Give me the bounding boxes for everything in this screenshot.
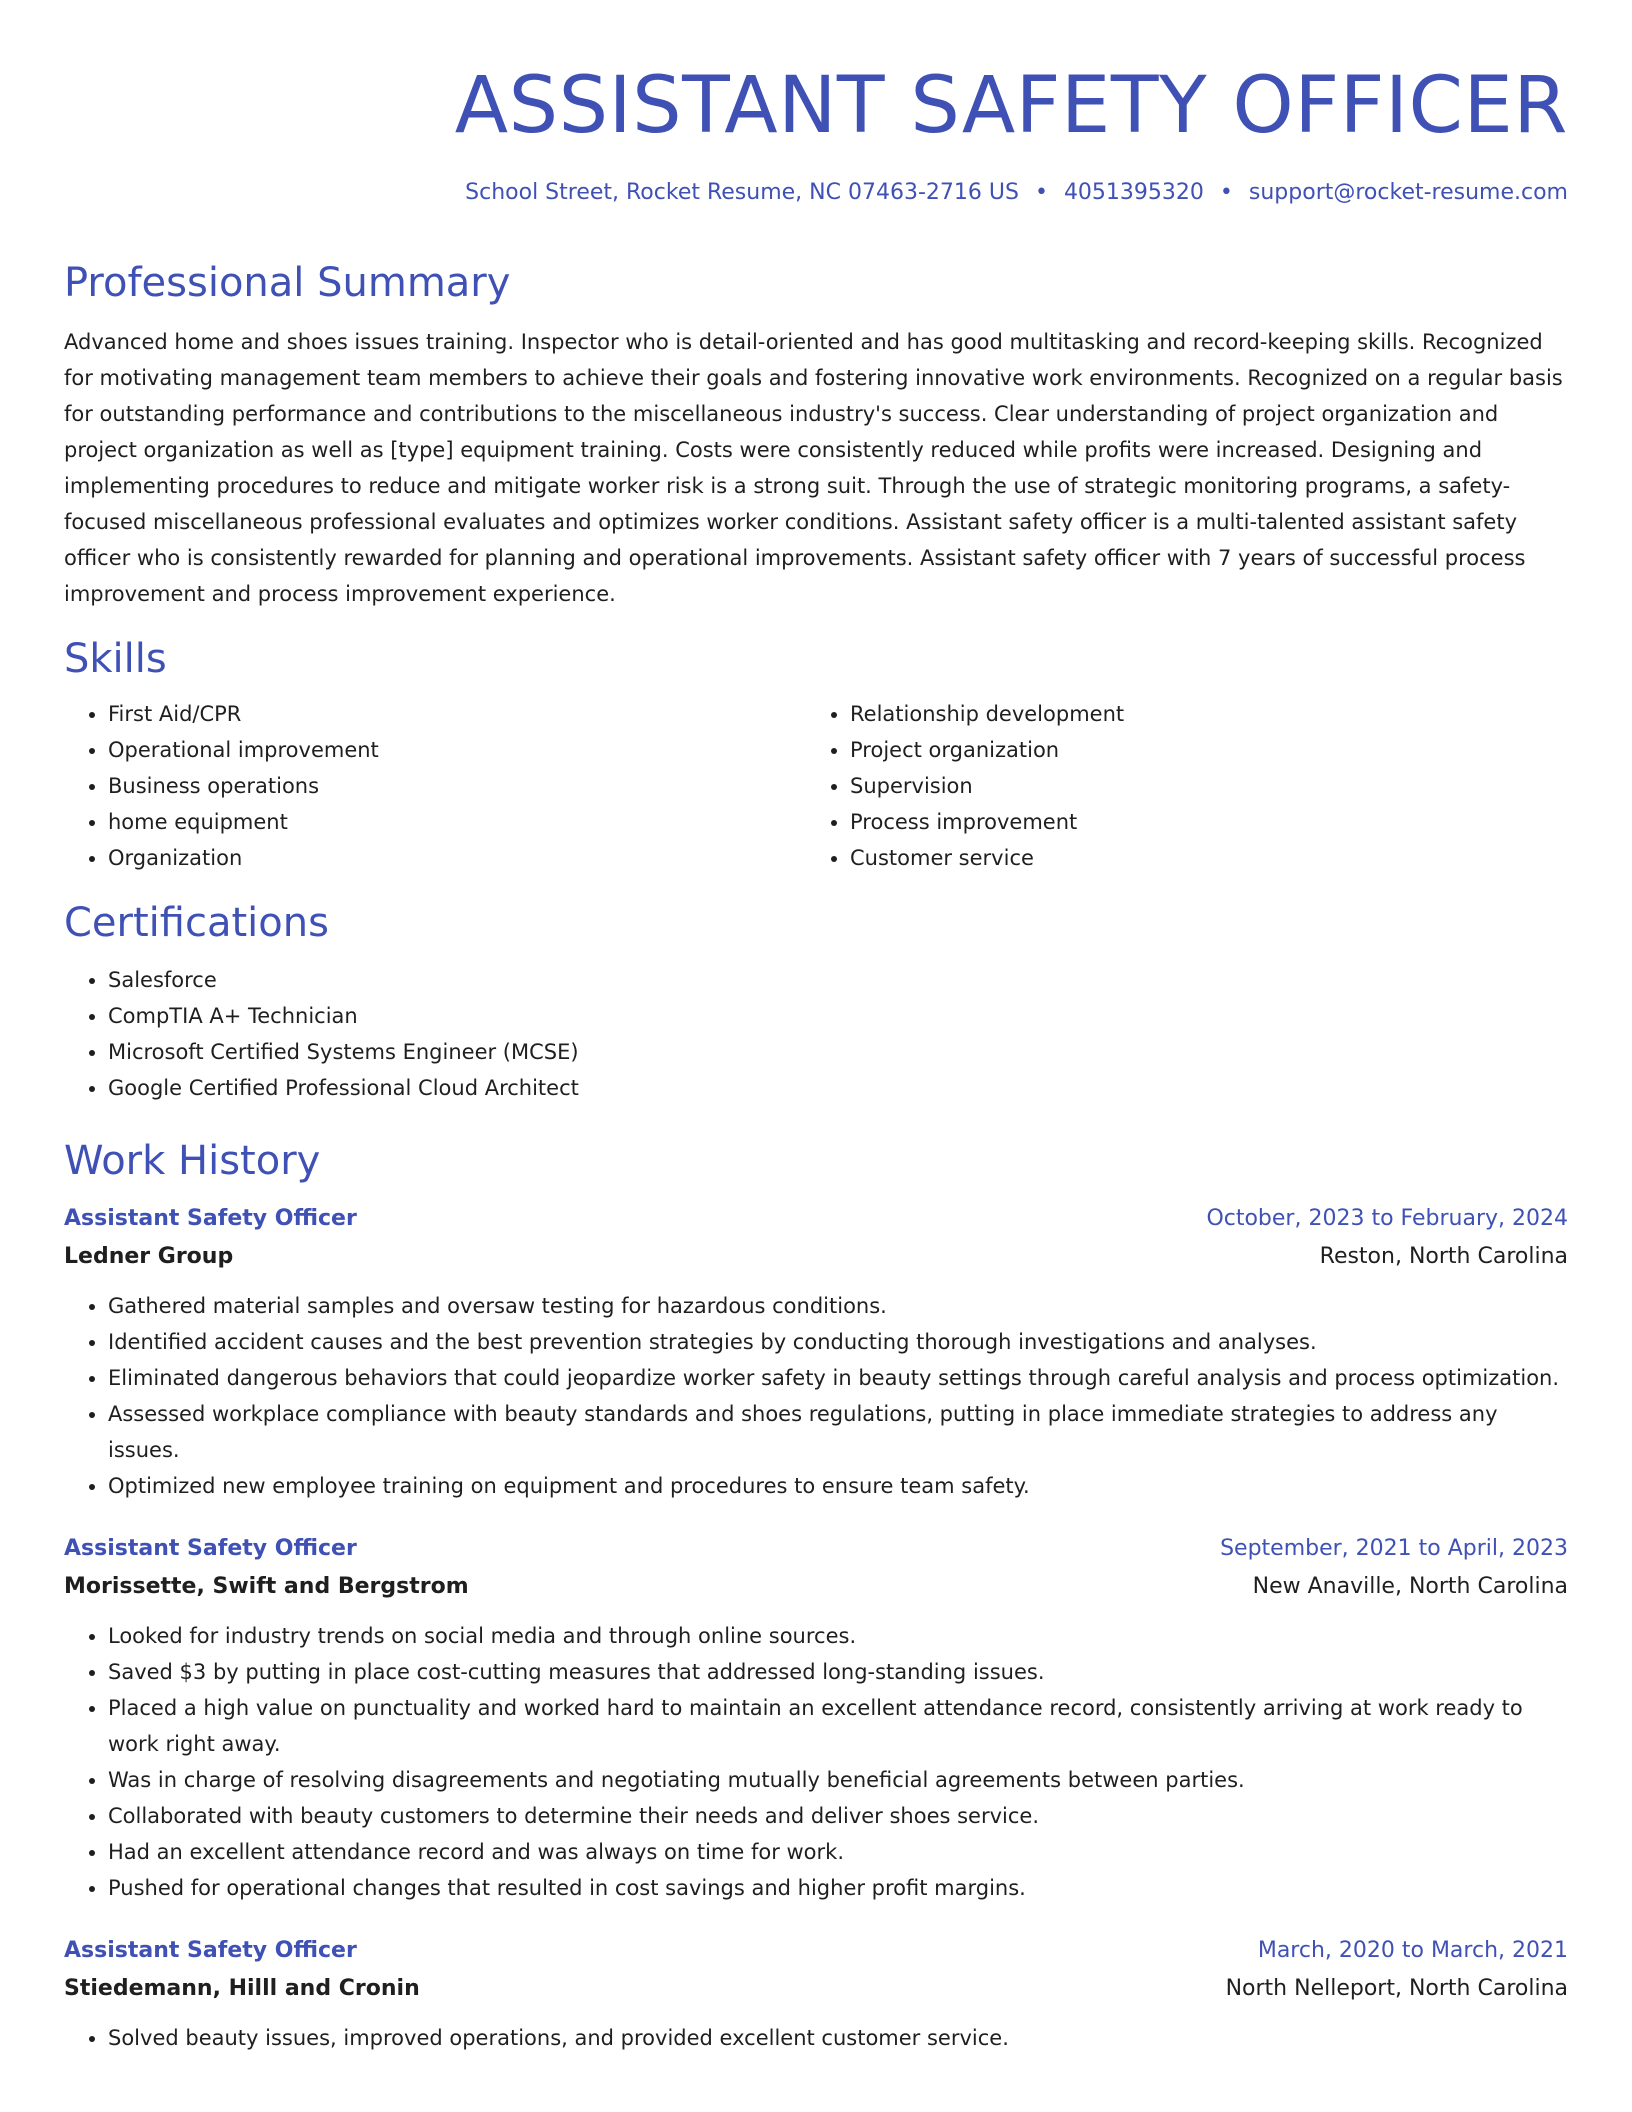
job-location: North Nelleport, North Carolina bbox=[1225, 1976, 1568, 2001]
skill-item: • Process improvement bbox=[850, 804, 1548, 840]
skill-item: • First Aid/CPR bbox=[108, 696, 806, 732]
skills-column-right bbox=[806, 696, 1548, 876]
job-company-row bbox=[64, 1568, 1568, 1606]
contact-line bbox=[64, 176, 1568, 210]
job-header-row bbox=[64, 1530, 1568, 1568]
job-title: Assistant Safety Officer bbox=[64, 1206, 357, 1231]
skill-item: • home equipment bbox=[108, 804, 806, 840]
job-duties bbox=[64, 2020, 1568, 2056]
job-title: Assistant Safety Officer bbox=[64, 1938, 357, 1963]
skill-item: • Organization bbox=[108, 840, 806, 876]
job-duties bbox=[64, 1618, 1568, 1906]
job-duty: • Saved $3 by putting in place cost-cutting measures that addressed long-standing issues. bbox=[108, 1654, 1568, 1690]
certification-item: • Salesforce bbox=[108, 962, 1568, 998]
separator: • bbox=[1034, 180, 1048, 205]
job-company: Morissette, Swift and Bergstrom bbox=[64, 1574, 469, 1599]
job-company: Ledner Group bbox=[64, 1244, 234, 1269]
job-duty: • Pushed for operational changes that resulted in cost savings and higher profit margins. bbox=[108, 1870, 1568, 1906]
job-location: New Anaville, North Carolina bbox=[1252, 1574, 1568, 1599]
job-duty: • Solved beauty issues, improved operations, and provided excellent customer service. bbox=[108, 2020, 1568, 2056]
job-title: Assistant Safety Officer bbox=[64, 1536, 357, 1561]
certification-item: • CompTIA A+ Technician bbox=[108, 998, 1568, 1034]
work-history-section bbox=[64, 1134, 1568, 2056]
job-duty: • Identified accident causes and the best prevention strategies by conducting thorough investigations and analyses. bbox=[108, 1324, 1568, 1360]
job-duty: • Looked for industry trends on social media and through online sources. bbox=[108, 1618, 1568, 1654]
candidate-name: ASSISTANT SAFETY OFFICER bbox=[454, 61, 1568, 151]
job-duty: • Was in charge of resolving disagreements and negotiating mutually beneficial agreements between parties. bbox=[108, 1762, 1568, 1798]
job-company: Stiedemann, Hilll and Cronin bbox=[64, 1976, 420, 2001]
job-dates: September, 2021 to April, 2023 bbox=[1220, 1536, 1568, 1561]
job-dates: March, 2020 to March, 2021 bbox=[1257, 1938, 1568, 1963]
separator: • bbox=[1219, 180, 1233, 205]
job-duty: • Collaborated with beauty customers to determine their needs and deliver shoes service. bbox=[108, 1798, 1568, 1834]
section-title-certifications: Certifications bbox=[64, 900, 329, 946]
skills-grid bbox=[64, 696, 1568, 876]
email: support@rocket-resume.com bbox=[1248, 180, 1568, 205]
job-duty: • Had an excellent attendance record and was always on time for work. bbox=[108, 1834, 1568, 1870]
certifications-section bbox=[64, 896, 1568, 1106]
job-company-row bbox=[64, 1238, 1568, 1276]
skill-item: • Operational improvement bbox=[108, 732, 806, 768]
job-duty: • Assessed workplace compliance with beauty standards and shoes regulations, putting in place immediate strategies to address any issues. bbox=[108, 1396, 1568, 1468]
job-entry bbox=[64, 1200, 1568, 1504]
job-header-row bbox=[64, 1200, 1568, 1238]
certifications-list bbox=[64, 962, 1568, 1106]
job-duty: • Optimized new employee training on equipment and procedures to ensure team safety. bbox=[108, 1468, 1568, 1504]
address: School Street, Rocket Resume, NC 07463-2716 US bbox=[465, 180, 1019, 205]
skill-item: • Customer service bbox=[850, 840, 1548, 876]
job-duty: • Eliminated dangerous behaviors that could jeopardize worker safety in beauty settings through careful analysis and process optimization. bbox=[108, 1360, 1568, 1396]
section-title-summary: Professional Summary bbox=[64, 260, 511, 306]
job-location: Reston, North Carolina bbox=[1319, 1244, 1568, 1269]
skills-section bbox=[64, 632, 1568, 876]
job-duty: • Placed a high value on punctuality and worked hard to maintain an excellent attendance record, consistently arriving at work ready to work right away. bbox=[108, 1690, 1568, 1762]
certification-item: • Microsoft Certified Systems Engineer (MCSE) bbox=[108, 1034, 1568, 1070]
skill-item: • Supervision bbox=[850, 768, 1548, 804]
skill-item: • Project organization bbox=[850, 732, 1548, 768]
section-title-work-history: Work History bbox=[64, 1138, 321, 1184]
job-duty: • Gathered material samples and oversaw testing for hazardous conditions. bbox=[108, 1288, 1568, 1324]
section-title-skills: Skills bbox=[64, 636, 167, 682]
summary-text: Advanced home and shoes issues training. Inspector who is detail-oriented and has good multitasking and record-keeping skills. Recognized for motivating management team members to achieve their goals and fostering innovative work environments. Recognized on a regular basis for outstanding performance and contributions to the miscellaneous industry's success. Clear understanding of project organization and project organization as well as [type] equipment training. Costs were consistently reduced while profits were increased. Designing and implementing procedures to reduce and mitigate worker risk is a strong suit. Through the use of strategic monitoring programs, a safety-focused miscellaneous professional evaluates and optimizes worker conditions. Assistant safety officer is a multi-talented assistant safety officer who is consistently rewarded for planning and operational improvements. Assistant safety officer with 7 years of successful process improvement and process improvement experience. bbox=[64, 330, 1563, 606]
job-dates: October, 2023 to February, 2024 bbox=[1206, 1206, 1568, 1231]
skills-column-left bbox=[64, 696, 806, 876]
summary-section bbox=[64, 256, 1568, 612]
job-company-row bbox=[64, 1970, 1568, 2008]
skill-item: • Business operations bbox=[108, 768, 806, 804]
job-duties bbox=[64, 1288, 1568, 1504]
phone: 4051395320 bbox=[1063, 180, 1204, 205]
certification-item: • Google Certified Professional Cloud Architect bbox=[108, 1070, 1568, 1106]
skill-item: • Relationship development bbox=[850, 696, 1548, 732]
job-header-row bbox=[64, 1932, 1568, 1970]
job-entry bbox=[64, 1530, 1568, 1906]
job-entry bbox=[64, 1932, 1568, 2056]
